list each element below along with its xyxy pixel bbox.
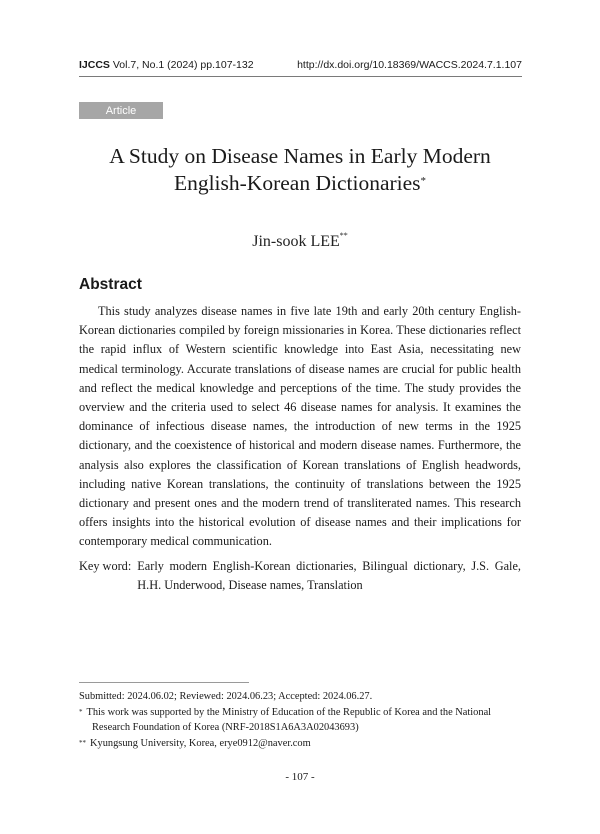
footnote-affiliation-text: Kyungsung University, Korea, erye0912@naver.com	[90, 737, 311, 749]
header-rule	[79, 76, 522, 77]
journal-citation	[79, 59, 254, 71]
footnote-funding-line-2: Research Foundation of Korea (NRF-2018S1A6A3A02043693)	[92, 722, 359, 734]
footnote-funding-mark: *	[79, 707, 83, 716]
page-number: - 107 -	[285, 771, 315, 783]
paper-title	[60, 143, 540, 197]
running-header	[79, 57, 522, 73]
footnote-funding-line-1: This work was supported by the Ministry of Education of the Republic of Korea and the National	[86, 706, 492, 718]
journal-abbrev: IJCCS	[79, 59, 110, 71]
keywords-text: Early modern English-Korean dictionaries, Bilingual dictionary, J.S. Gale, H.H. Underwood, Disease names, Translation	[137, 559, 521, 593]
author-line	[0, 233, 600, 251]
keywords	[79, 557, 521, 595]
title-line-1: A Study on Disease Names in Early Modern	[109, 144, 491, 168]
title-footnote-mark[interactable]: *	[420, 175, 427, 187]
abstract-body: This study analyzes disease names in five late 19th and early 20th century English-Korean dictionaries compiled by foreign missionaries in Korea. These dictionaries reflect the rapid influx of Western scientific knowledge into East Asia, necessitating new medical terminology. Accurate translations of disease names are crucial for public health and reflect the medical knowledge and perceptions of the time. The study provides the overview and the criteria used to select 46 disease names for analysis. It examines the dominance of infectious disease names, the introduction of new terms in the 1925 dictionary, and the coexistence of historical and modern disease names. Furthermore, the analysis also explores the classification of Korean translations of English headwords, including native Korean translations, the continuity of translations between the 1925 dictionary and present ones and the modern trend of transliterated names. This research offers insights into the historical evolution of disease names and their implications for contemporary medical communication.	[79, 304, 521, 549]
title-line-2-text: English-Korean Dictionaries	[173, 171, 421, 195]
footnote-affiliation-mark: **	[79, 738, 86, 747]
footnotes	[79, 689, 521, 751]
footnote-rule	[79, 682, 249, 683]
footnote-affiliation	[79, 736, 521, 752]
author-footnote-mark[interactable]: **	[339, 231, 348, 240]
doi-link[interactable]: http://dx.doi.org/10.18369/WACCS.2024.7.1.107	[297, 59, 522, 71]
keywords-label: Key word:	[79, 559, 132, 573]
submission-dates: Submitted: 2024.06.02; Reviewed: 2024.06.23; Accepted: 2024.06.27.	[79, 691, 373, 702]
journal-issue: Vol.7, No.1 (2024) pp.107-132	[112, 59, 254, 71]
article-type-badge: Article	[79, 102, 163, 119]
abstract-heading: Abstract	[79, 276, 142, 293]
title-line-2	[60, 170, 540, 197]
footnote-funding	[79, 705, 521, 736]
author-name: Jin-sook LEE	[252, 233, 340, 250]
